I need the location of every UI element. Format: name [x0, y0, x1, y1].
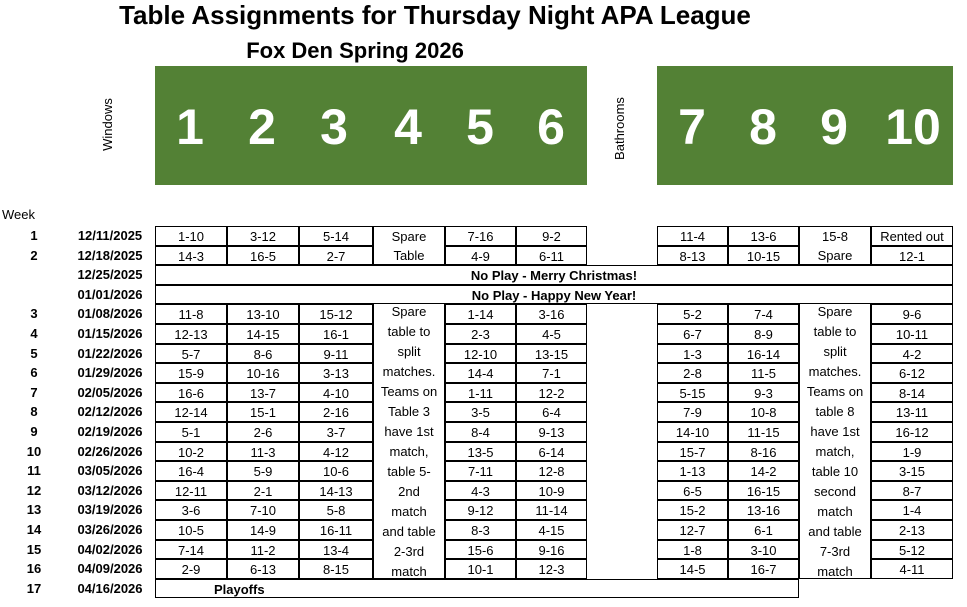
spare-table-8-line: and table	[808, 524, 862, 539]
assignment-cell-c6: 6-4	[516, 402, 587, 422]
week-date: 02/19/2026	[77, 424, 143, 439]
assignment-cell-c2: 11-2	[227, 540, 299, 559]
assignment-cell-c3: 4-12	[299, 442, 373, 461]
spare-table-8-line: Spare	[817, 304, 853, 319]
assignment-cell-c3: 9-11	[299, 344, 373, 363]
assignment-cell-c8: 8-9	[728, 324, 799, 344]
assignment-cell-c6: 9-16	[516, 540, 587, 559]
spare-table-8-line: match	[817, 504, 853, 519]
week-date: 01/15/2026	[77, 326, 143, 341]
assignment-cell-c8: 13-16	[728, 500, 799, 520]
assignment-cell-c1: 1-10	[155, 226, 227, 246]
assignment-cell-c1: 5-7	[155, 344, 227, 363]
assignment-cell-c8: 8-16	[728, 442, 799, 461]
assignment-cell-c5: 8-3	[445, 520, 516, 540]
assignment-cell-c7: 1-13	[657, 461, 728, 481]
week-column-header: Week	[2, 207, 35, 222]
assignment-cell-c2: 5-9	[227, 461, 299, 481]
week-date: 02/05/2026	[77, 385, 143, 400]
assignment-cell-c10: 3-15	[871, 461, 953, 481]
spare-table-8-note	[799, 302, 871, 582]
table-number-10: 10	[885, 99, 941, 155]
assignment-cell-c1: 7-14	[155, 540, 227, 559]
assignment-cell-c5: 1-14	[445, 304, 516, 324]
assignment-cell-c10: 1-4	[871, 500, 953, 520]
assignment-cell-c2: 15-1	[227, 402, 299, 422]
week-number: 16	[26, 561, 42, 576]
week-number: 10	[26, 444, 42, 459]
assignment-cell-c5: 7-16	[445, 226, 516, 246]
no-play-note: No Play - Happy New Year!	[155, 285, 953, 304]
assignment-cell-c5: 3-5	[445, 402, 516, 422]
week-date: 01/22/2026	[77, 346, 143, 361]
spare-table-8-line: 7-3rd	[819, 544, 851, 559]
week-date: 12/18/2025	[77, 248, 143, 263]
table-number-3: 3	[320, 99, 348, 155]
assignment-cell-c1: 2-9	[155, 559, 227, 579]
assignment-cell-c7: 8-13	[657, 246, 728, 265]
assignment-cell-c9: 15-8	[799, 226, 871, 246]
windows-label: Windows	[99, 98, 115, 151]
assignment-cell-c7: 1-8	[657, 540, 728, 559]
week-date: 03/12/2026	[77, 483, 143, 498]
assignment-cell-c8: 14-2	[728, 461, 799, 481]
assignment-cell-c2: 6-13	[227, 559, 299, 579]
assignment-cell-c10: 5-12	[871, 540, 953, 559]
week-number: 5	[30, 346, 38, 361]
spare-table-3-line: table to	[387, 324, 431, 339]
assignment-cell-c2: 3-12	[227, 226, 299, 246]
week-date: 03/26/2026	[77, 522, 143, 537]
assignment-cell-c1: 15-9	[155, 363, 227, 383]
assignment-cell-c3: 13-4	[299, 540, 373, 559]
assignment-cell-c6: 12-8	[516, 461, 587, 481]
week-date: 03/05/2026	[77, 463, 143, 478]
week-number: 14	[26, 522, 42, 537]
assignment-cell-c7: 5-15	[657, 383, 728, 402]
page-title: Table Assignments for Thursday Night APA League	[119, 0, 751, 30]
week-number: 11	[27, 463, 41, 478]
assignment-cell-c1: 16-4	[155, 461, 227, 481]
assignment-cell-c8: 16-14	[728, 344, 799, 363]
assignment-cell-c5: 2-3	[445, 324, 516, 344]
week-number: 3	[30, 306, 38, 321]
week-number: 15	[26, 542, 42, 557]
assignment-cell-c2: 13-7	[227, 383, 299, 402]
assignment-cell-c6: 4-5	[516, 324, 587, 344]
assignment-cell-c5: 9-12	[445, 500, 516, 520]
assignment-cell-c1: 10-5	[155, 520, 227, 540]
spare-table-3-line: Teams on	[380, 384, 438, 399]
week-date: 04/16/2026	[77, 581, 143, 596]
table-number-9: 9	[820, 99, 848, 155]
assignment-cell-c5: 7-11	[445, 461, 516, 481]
assignment-cell-c2: 10-16	[227, 363, 299, 383]
spare-table-8-line: Teams on	[806, 384, 864, 399]
assignment-cell-c6: 13-15	[516, 344, 587, 363]
week-date: 01/29/2026	[77, 365, 143, 380]
week-number: 2	[30, 248, 38, 263]
week-number: 4	[30, 326, 38, 341]
spare-table-8-line: table to	[813, 324, 857, 339]
table-number-1: 1	[176, 99, 204, 155]
assignment-cell-c4: Spare	[373, 226, 445, 246]
assignment-cell-c7: 5-2	[657, 304, 728, 324]
assignment-cell-c1: 12-13	[155, 324, 227, 344]
assignment-cell-c10: Rented out	[871, 226, 953, 246]
week-number: 8	[30, 404, 38, 419]
assignment-cell-c5: 14-4	[445, 363, 516, 383]
week-date: 12/25/2025	[77, 267, 143, 282]
assignment-cell-c10: 12-1	[871, 246, 953, 265]
bathrooms-label: Bathrooms	[611, 97, 627, 160]
assignment-cell-c8: 16-15	[728, 481, 799, 500]
assignment-cell-c7: 12-7	[657, 520, 728, 540]
assignment-cell-c6: 6-14	[516, 442, 587, 461]
week-number	[0, 265, 68, 284]
assignment-cell-c6: 12-2	[516, 383, 587, 402]
assignment-cell-c1: 10-2	[155, 442, 227, 461]
spare-table-3-line: Spare	[391, 304, 427, 319]
table-number-2: 2	[248, 99, 276, 155]
week-date: 03/19/2026	[77, 502, 143, 517]
assignment-cell-c6: 9-2	[516, 226, 587, 246]
assignment-cell-c5: 15-6	[445, 540, 516, 559]
assignment-cell-c5: 13-5	[445, 442, 516, 461]
assignment-cell-c10: 1-9	[871, 442, 953, 461]
spare-table-8-line: match	[817, 564, 853, 579]
assignment-cell-c6: 11-14	[516, 500, 587, 520]
assignment-cell-c5: 1-11	[445, 383, 516, 402]
assignment-cell-c8: 13-6	[728, 226, 799, 246]
table-number-4: 4	[394, 99, 422, 155]
assignment-cell-c7: 11-4	[657, 226, 728, 246]
week-date: 01/01/2026	[77, 287, 143, 302]
assignment-cell-c3: 2-7	[299, 246, 373, 265]
assignment-cell-c10: 4-11	[871, 559, 953, 579]
assignment-cell-c3: 10-6	[299, 461, 373, 481]
spare-table-8-line: match,	[815, 444, 855, 459]
spare-table-8-line: matches.	[808, 364, 862, 379]
spare-table-3-line: Table 3	[388, 404, 430, 419]
table-number-6: 6	[537, 99, 565, 155]
assignment-cell-c5: 4-9	[445, 246, 516, 265]
assignment-cell-c1: 11-8	[155, 304, 227, 324]
table-number-5: 5	[466, 99, 494, 155]
assignment-cell-c8: 3-10	[728, 540, 799, 559]
spare-table-3-note	[373, 302, 445, 582]
week-number: 17	[26, 581, 42, 596]
assignment-cell-c10: 4-2	[871, 344, 953, 363]
assignment-cell-c3: 15-12	[299, 304, 373, 324]
assignment-cell-c3: 2-16	[299, 402, 373, 422]
spare-table-3-line: table 5-	[387, 464, 431, 479]
assignment-cell-c6: 3-16	[516, 304, 587, 324]
assignment-cell-c10: 9-6	[871, 304, 953, 324]
assignment-cell-c10: 10-11	[871, 324, 953, 344]
assignment-cell-c7: 2-8	[657, 363, 728, 383]
assignment-cell-c7: 14-5	[657, 559, 728, 579]
assignment-cell-c8: 16-7	[728, 559, 799, 579]
assignment-cell-c10: 13-11	[871, 402, 953, 422]
assignment-cell-c3: 5-8	[299, 500, 373, 520]
assignment-cell-c10: 6-12	[871, 363, 953, 383]
page-subtitle: Fox Den Spring 2026	[246, 38, 464, 63]
assignment-cell-c3: 5-14	[299, 226, 373, 246]
assignment-cell-c3: 3-13	[299, 363, 373, 383]
assignment-cell-c8: 6-1	[728, 520, 799, 540]
assignment-cell-c10: 8-14	[871, 383, 953, 402]
assignment-cell-c2: 8-6	[227, 344, 299, 363]
spare-table-8-line: have 1st	[810, 424, 860, 439]
assignment-cell-c5: 4-3	[445, 481, 516, 500]
assignment-cell-c2: 11-3	[227, 442, 299, 461]
assignment-cell-c4: Table	[373, 246, 445, 265]
assignment-cell-c8: 11-5	[728, 363, 799, 383]
no-play-note: No Play - Merry Christmas!	[155, 265, 953, 285]
assignment-cell-c8: 10-8	[728, 402, 799, 422]
assignment-cell-c1: 3-6	[155, 500, 227, 520]
spare-table-3-line: matches.	[382, 364, 436, 379]
week-date: 04/02/2026	[77, 542, 143, 557]
week-number: 9	[30, 424, 38, 439]
assignment-cell-c2: 2-1	[227, 481, 299, 500]
assignment-cell-c6: 7-1	[516, 363, 587, 383]
assignment-cell-c8: 9-3	[728, 383, 799, 402]
assignment-cell-c5: 8-4	[445, 422, 516, 442]
assignment-cell-c1: 5-1	[155, 422, 227, 442]
assignment-cell-c7: 15-2	[657, 500, 728, 520]
assignment-cell-c6: 9-13	[516, 422, 587, 442]
assignment-cell-c7: 6-7	[657, 324, 728, 344]
assignment-cell-c8: 10-15	[728, 246, 799, 265]
assignment-cell-c8: 11-15	[728, 422, 799, 442]
assignment-cell-c2: 13-10	[227, 304, 299, 324]
playoffs-row: Playoffs	[155, 579, 799, 598]
table-number-7: 7	[678, 99, 706, 155]
week-date: 02/12/2026	[77, 404, 143, 419]
assignment-cell-c5: 12-10	[445, 344, 516, 363]
spare-table-8-line: table 8	[815, 404, 855, 419]
spare-table-3-line: 2-3rd	[393, 544, 425, 559]
week-number: 12	[26, 483, 42, 498]
assignment-cell-c5: 10-1	[445, 559, 516, 579]
assignment-cell-c3: 14-13	[299, 481, 373, 500]
spare-table-3-line: match	[391, 564, 427, 579]
assignment-cell-c1: 14-3	[155, 246, 227, 265]
assignment-cell-c2: 2-6	[227, 422, 299, 442]
week-number	[0, 285, 68, 304]
week-number: 7	[30, 385, 38, 400]
assignment-cell-c10: 2-13	[871, 520, 953, 540]
spare-table-3-line: 2nd	[398, 484, 420, 499]
spare-table-3-line: have 1st	[384, 424, 434, 439]
week-date: 01/08/2026	[77, 306, 143, 321]
spare-table-3-line: match	[391, 504, 427, 519]
assignment-cell-c2: 14-9	[227, 520, 299, 540]
spare-table-3-line: match,	[389, 444, 429, 459]
spare-table-8-line: split	[823, 344, 847, 359]
assignment-cell-c7: 14-10	[657, 422, 728, 442]
assignment-cell-c10: 16-12	[871, 422, 953, 442]
spare-table-8-line: second	[814, 484, 856, 499]
assignment-cell-c2: 14-15	[227, 324, 299, 344]
assignment-cell-c8: 7-4	[728, 304, 799, 324]
assignment-cell-c7: 6-5	[657, 481, 728, 500]
assignment-cell-c2: 7-10	[227, 500, 299, 520]
spare-table-3-line: split	[397, 344, 421, 359]
assignment-cell-c7: 1-3	[657, 344, 728, 363]
assignment-cell-c6: 6-11	[516, 246, 587, 265]
week-number: 13	[26, 502, 42, 517]
assignment-cell-c9: Spare	[799, 246, 871, 265]
week-number: 6	[30, 365, 38, 380]
table-number-8: 8	[749, 99, 777, 155]
assignment-cell-c7: 15-7	[657, 442, 728, 461]
week-number: 1	[30, 228, 38, 243]
spare-table-8-line: table 10	[811, 464, 859, 479]
assignment-cell-c6: 12-3	[516, 559, 587, 579]
week-date: 04/09/2026	[77, 561, 143, 576]
assignment-cell-c3: 16-1	[299, 324, 373, 344]
week-date: 02/26/2026	[77, 444, 143, 459]
assignment-cell-c3: 16-11	[299, 520, 373, 540]
assignment-cell-c10: 8-7	[871, 481, 953, 500]
week-date: 12/11/2025	[77, 228, 143, 243]
assignment-cell-c3: 4-10	[299, 383, 373, 402]
assignment-cell-c1: 12-14	[155, 402, 227, 422]
spare-table-3-line: and table	[382, 524, 436, 539]
assignment-cell-c1: 16-6	[155, 383, 227, 402]
assignment-cell-c7: 7-9	[657, 402, 728, 422]
assignment-cell-c2: 16-5	[227, 246, 299, 265]
assignment-cell-c1: 12-11	[155, 481, 227, 500]
assignment-cell-c6: 4-15	[516, 520, 587, 540]
assignment-cell-c3: 8-15	[299, 559, 373, 579]
assignment-cell-c3: 3-7	[299, 422, 373, 442]
assignment-cell-c6: 10-9	[516, 481, 587, 500]
